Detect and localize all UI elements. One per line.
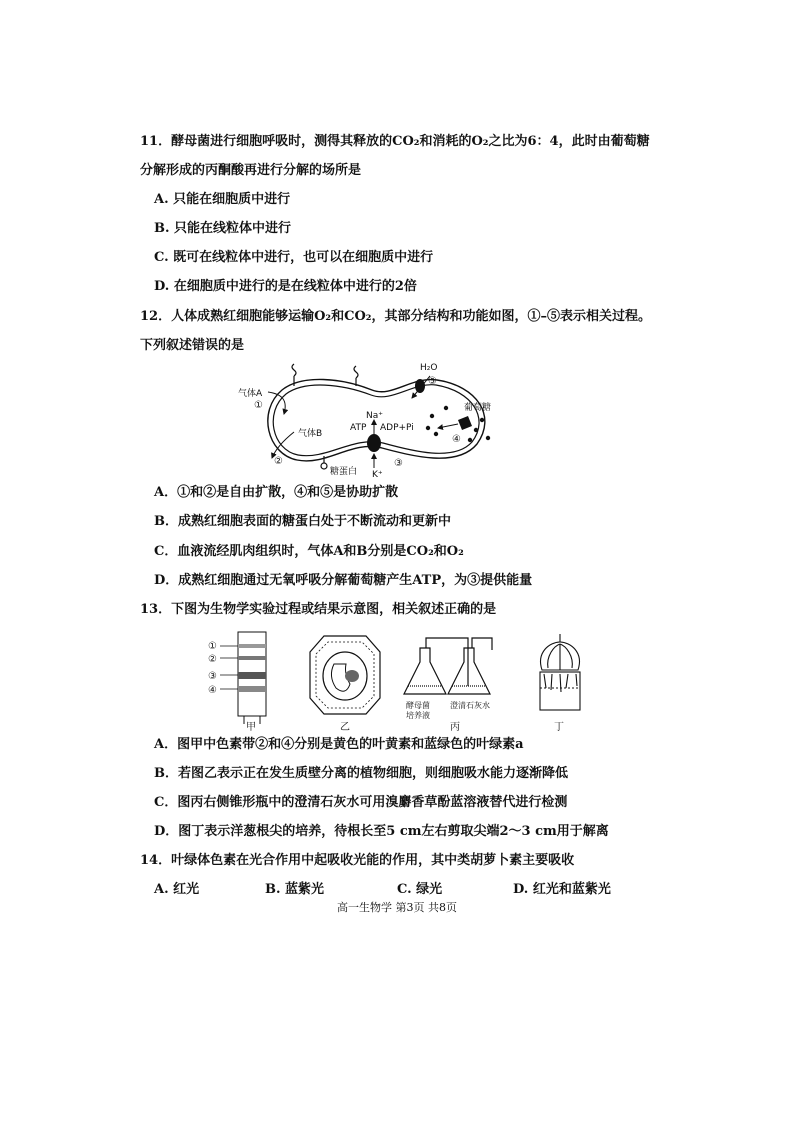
aquaporin: [415, 379, 425, 393]
band-label-4: ④: [208, 685, 217, 696]
q13-option-d: D．图丁表示洋葱根尖的培养，待根长至5 cm左右剪取尖端2～3 cm用于解离: [154, 824, 609, 839]
band-label-3: ③: [208, 671, 217, 682]
label-jia: 甲: [246, 722, 256, 733]
label-glucose: 葡萄糖: [464, 403, 492, 413]
na-k-pump: [367, 434, 381, 452]
label-yeast-line1: 酵母菌: [406, 701, 430, 710]
q13-stem: 13．下图为生物学实验过程或结果示意图，相关叙述正确的是: [140, 602, 497, 617]
q12-option-b: B．成熟红细胞表面的糖蛋白处于不断流动和更新中: [154, 514, 451, 529]
label-process-2: ②: [274, 456, 283, 467]
label-gas-a: 气体A: [238, 389, 263, 399]
figure-yi-cell: [310, 636, 380, 714]
q14-option-b: B. 蓝紫光: [265, 882, 325, 897]
glycoprotein-top-2: [354, 366, 358, 386]
label-yeast-line2: 培养液: [406, 711, 430, 720]
q11-option-d: D. 在细胞质中进行的是在线粒体中进行的2倍: [154, 279, 417, 294]
q14-option-d: D. 红光和蓝紫光: [513, 882, 611, 897]
label-h2o: H₂O: [420, 363, 438, 373]
label-process-5: ⑤: [428, 376, 437, 387]
label-glycoprotein: 糖蛋白: [330, 467, 358, 477]
q11-stem-line1: 11．酵母菌进行细胞呼吸时，测得其释放的CO₂和消耗的O₂之比为6：4，此时由葡萄糖: [140, 134, 650, 149]
q13-option-b: B．若图乙表示正在发生质壁分离的植物细胞，则细胞吸水能力逐渐降低: [154, 766, 568, 781]
band-label-2: ②: [208, 654, 217, 665]
label-limewater: 澄清石灰水: [450, 701, 490, 710]
q13-option-c: C．图丙右侧锥形瓶中的澄清石灰水可用溴麝香草酚蓝溶液替代进行检测: [154, 795, 568, 810]
q11-option-a: A. 只能在细胞质中进行: [154, 192, 291, 207]
page-footer: 高一生物学 第3页 共8页: [337, 901, 457, 914]
q12-option-c: C．血液流经肌肉组织时，气体A和B分别是CO₂和O₂: [154, 544, 464, 559]
q12-option-a: A．①和②是自由扩散，④和⑤是协助扩散: [154, 485, 399, 500]
figure-bing-flasks: [404, 638, 492, 694]
label-bing: 丙: [450, 722, 460, 733]
q11-stem-line2: 分解形成的丙酮酸再进行分解的场所是: [140, 163, 362, 178]
q14-option-c: C. 绿光: [397, 882, 443, 897]
band-label-1: ①: [208, 641, 217, 652]
label-adp: ADP+Pi: [380, 423, 414, 433]
label-process-1: ①: [254, 400, 263, 411]
red-blood-cell-diagram: [232, 356, 512, 480]
label-process-3: ③: [394, 458, 403, 469]
q11-option-c: C. 既可在线粒体中进行，也可以在细胞质中进行: [154, 250, 434, 265]
q13-option-a: A．图甲中色素带②和④分别是黄色的叶黄素和蓝绿色的叶绿素a: [154, 737, 524, 752]
q12-option-d: D．成熟红细胞通过无氧呼吸分解葡萄糖产生ATP，为③提供能量: [154, 573, 533, 588]
figure-ding-onion: [540, 634, 580, 710]
label-yi: 乙: [340, 722, 350, 733]
q14-option-a: A. 红光: [154, 882, 200, 897]
q14-stem: 14．叶绿体色素在光合作用中起吸收光能的作用，其中类胡萝卜素主要吸收: [140, 853, 575, 868]
q11-option-b: B. 只能在线粒体中进行: [154, 221, 292, 236]
label-process-4: ④: [452, 434, 461, 445]
label-ding: 丁: [554, 722, 564, 733]
q12-stem-line2: 下列叙述错误的是: [140, 338, 245, 353]
figure-jia-strip: [238, 632, 266, 724]
label-atp: ATP: [350, 423, 367, 433]
q12-stem-line1: 12．人体成熟红细胞能够运输O₂和CO₂，其部分结构和功能如图，①–⑤表示相关过程。: [140, 309, 651, 324]
glucose-transporter: [458, 416, 472, 430]
experiment-figures: [200, 628, 600, 734]
label-k: K⁺: [372, 470, 383, 480]
label-na: Na⁺: [366, 411, 383, 421]
arrow-glucose: [438, 424, 458, 428]
label-gas-b: 气体B: [298, 429, 323, 439]
